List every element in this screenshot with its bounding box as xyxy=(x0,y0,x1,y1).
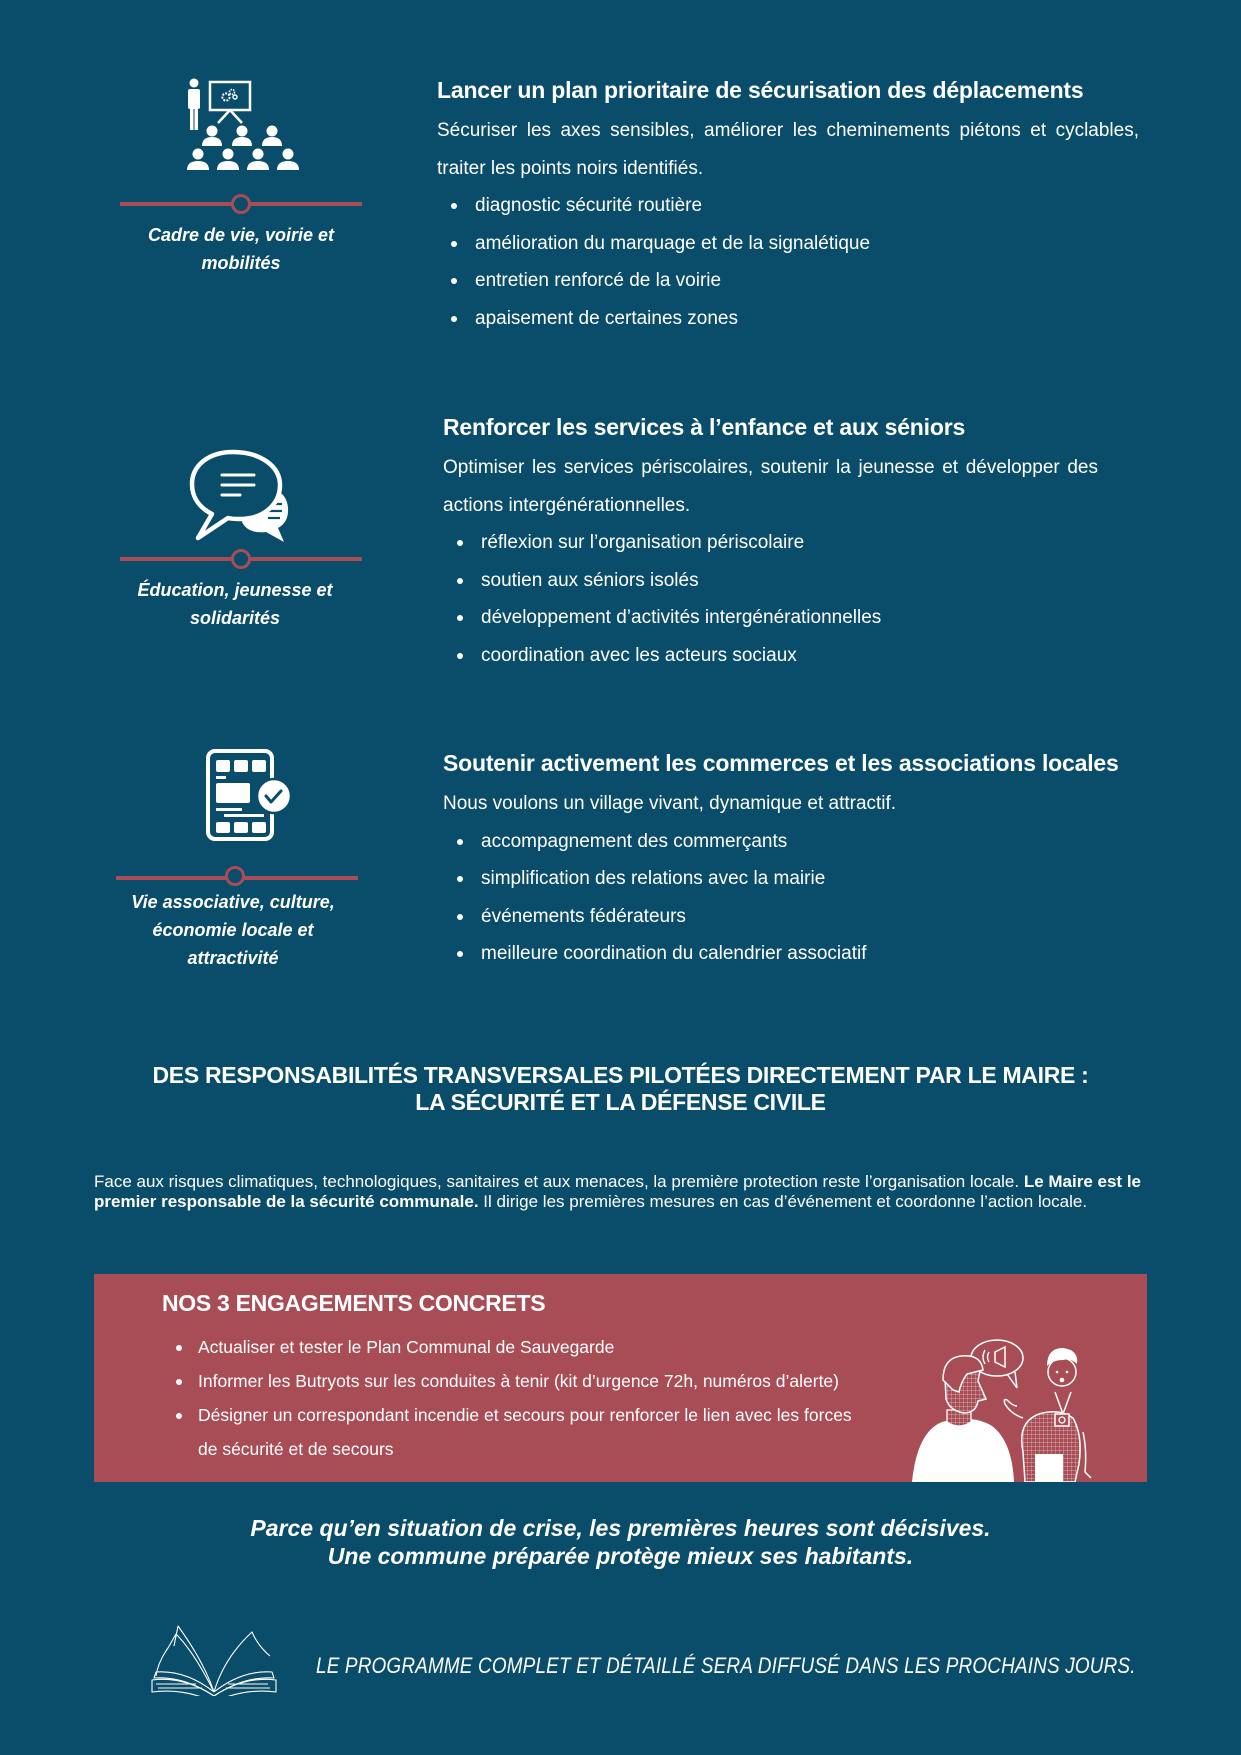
section-title-line-1: DES RESPONSABILITÉS TRANSVERSALES PILOTÉES DIRECTEMENT PAR LE MAIRE : xyxy=(152,1062,1089,1088)
tablet-check-icon xyxy=(204,748,296,844)
footer-note: LE PROGRAMME COMPLET ET DÉTAILLÉ SERA DIFFUSÉ DANS LES PROCHAINS JOURS. xyxy=(316,1653,1136,1678)
engagements-title: NOS 3 ENGAGEMENTS CONCRETS xyxy=(162,1290,546,1316)
two-people-talking-illustration xyxy=(907,1322,1107,1482)
engagements-list xyxy=(198,1330,918,1466)
section-title xyxy=(0,1062,1241,1116)
category-label: Éducation, jeunesse et solidarités xyxy=(137,580,333,628)
closing-quote xyxy=(0,1514,1241,1570)
list-item: diagnostic sécurité routière xyxy=(475,187,1139,225)
theme-action-2 xyxy=(443,405,1098,674)
timeline-marker xyxy=(231,194,251,214)
action-list xyxy=(443,823,1147,973)
quote-line-1: Parce qu’en situation de crise, les premières heures sont décisives. xyxy=(250,1515,991,1541)
action-title: Soutenir activement les commerces et les associations locales xyxy=(443,750,1119,776)
section-intro xyxy=(94,1172,1141,1212)
category-label: Cadre de vie, voirie et mobilités xyxy=(147,225,335,273)
category-label: Vie associative, culture, économie locale et attractivité xyxy=(131,892,335,968)
list-item: coordination avec les acteurs sociaux xyxy=(481,637,1098,675)
list-item: événements fédérateurs xyxy=(481,898,1147,936)
list-item: amélioration du marquage et de la signalétique xyxy=(475,225,1139,263)
list-item: Actualiser et tester le Plan Communal de Sauvegarde xyxy=(198,1330,918,1364)
presentation-audience-icon xyxy=(184,78,304,176)
list-item: soutien aux séniors isolés xyxy=(481,562,1098,600)
action-list xyxy=(443,524,1098,674)
list-item: Désigner un correspondant incendie et secours pour renforcer le lien avec les forces de sécurité et de secours xyxy=(198,1398,858,1466)
intro-text: Face aux risques climatiques, technologiques, sanitaires et aux menaces, la première protection reste l’organisation locale. xyxy=(94,1172,1024,1191)
list-item: entretien renforcé de la voirie xyxy=(475,262,1139,300)
timeline-marker xyxy=(225,866,245,886)
action-description: Optimiser les services périscolaires, soutenir la jeunesse et développer des actions intergénérationnelles. xyxy=(443,457,1098,516)
chat-bubbles-icon xyxy=(188,448,300,544)
action-title: Renforcer les services à l’enfance et aux séniors xyxy=(443,414,966,440)
list-item: meilleure coordination du calendrier associatif xyxy=(481,935,1147,973)
list-item: réflexion sur l’organisation périscolaire xyxy=(481,524,1098,562)
list-item: simplification des relations avec la mairie xyxy=(481,860,1147,898)
open-book-icon xyxy=(148,1622,280,1696)
action-description: Nous voulons un village vivant, dynamique et attractif. xyxy=(443,793,897,814)
list-item: Informer les Butryots sur les conduites à tenir (kit d’urgence 72h, numéros d’alerte) xyxy=(198,1364,918,1398)
action-title: Lancer un plan prioritaire de sécurisation des déplacements xyxy=(437,77,1084,103)
list-item: accompagnement des commerçants xyxy=(481,823,1147,861)
timeline-marker xyxy=(231,549,251,569)
section-title-line-2: LA SÉCURITÉ ET LA DÉFENSE CIVILE xyxy=(415,1089,826,1115)
action-description: Sécuriser les axes sensibles, améliorer les cheminements piétons et cyclables, traiter les points noirs identifiés. xyxy=(437,120,1139,179)
action-list xyxy=(437,187,1139,337)
list-item: développement d’activités intergénérationnelles xyxy=(481,599,1098,637)
quote-line-2: Une commune préparée protège mieux ses habitants. xyxy=(327,1543,914,1569)
intro-emphasis: Le Maire est le premier responsable de la sécurité communale. xyxy=(94,1172,1141,1211)
theme-action-1 xyxy=(437,68,1139,337)
theme-action-3 xyxy=(443,741,1147,973)
intro-text-end: Il dirige les premières mesures en cas d’événement et coordonne l’action locale. xyxy=(478,1192,1088,1211)
engagements-box xyxy=(94,1274,1147,1482)
list-item: apaisement de certaines zones xyxy=(475,300,1139,338)
